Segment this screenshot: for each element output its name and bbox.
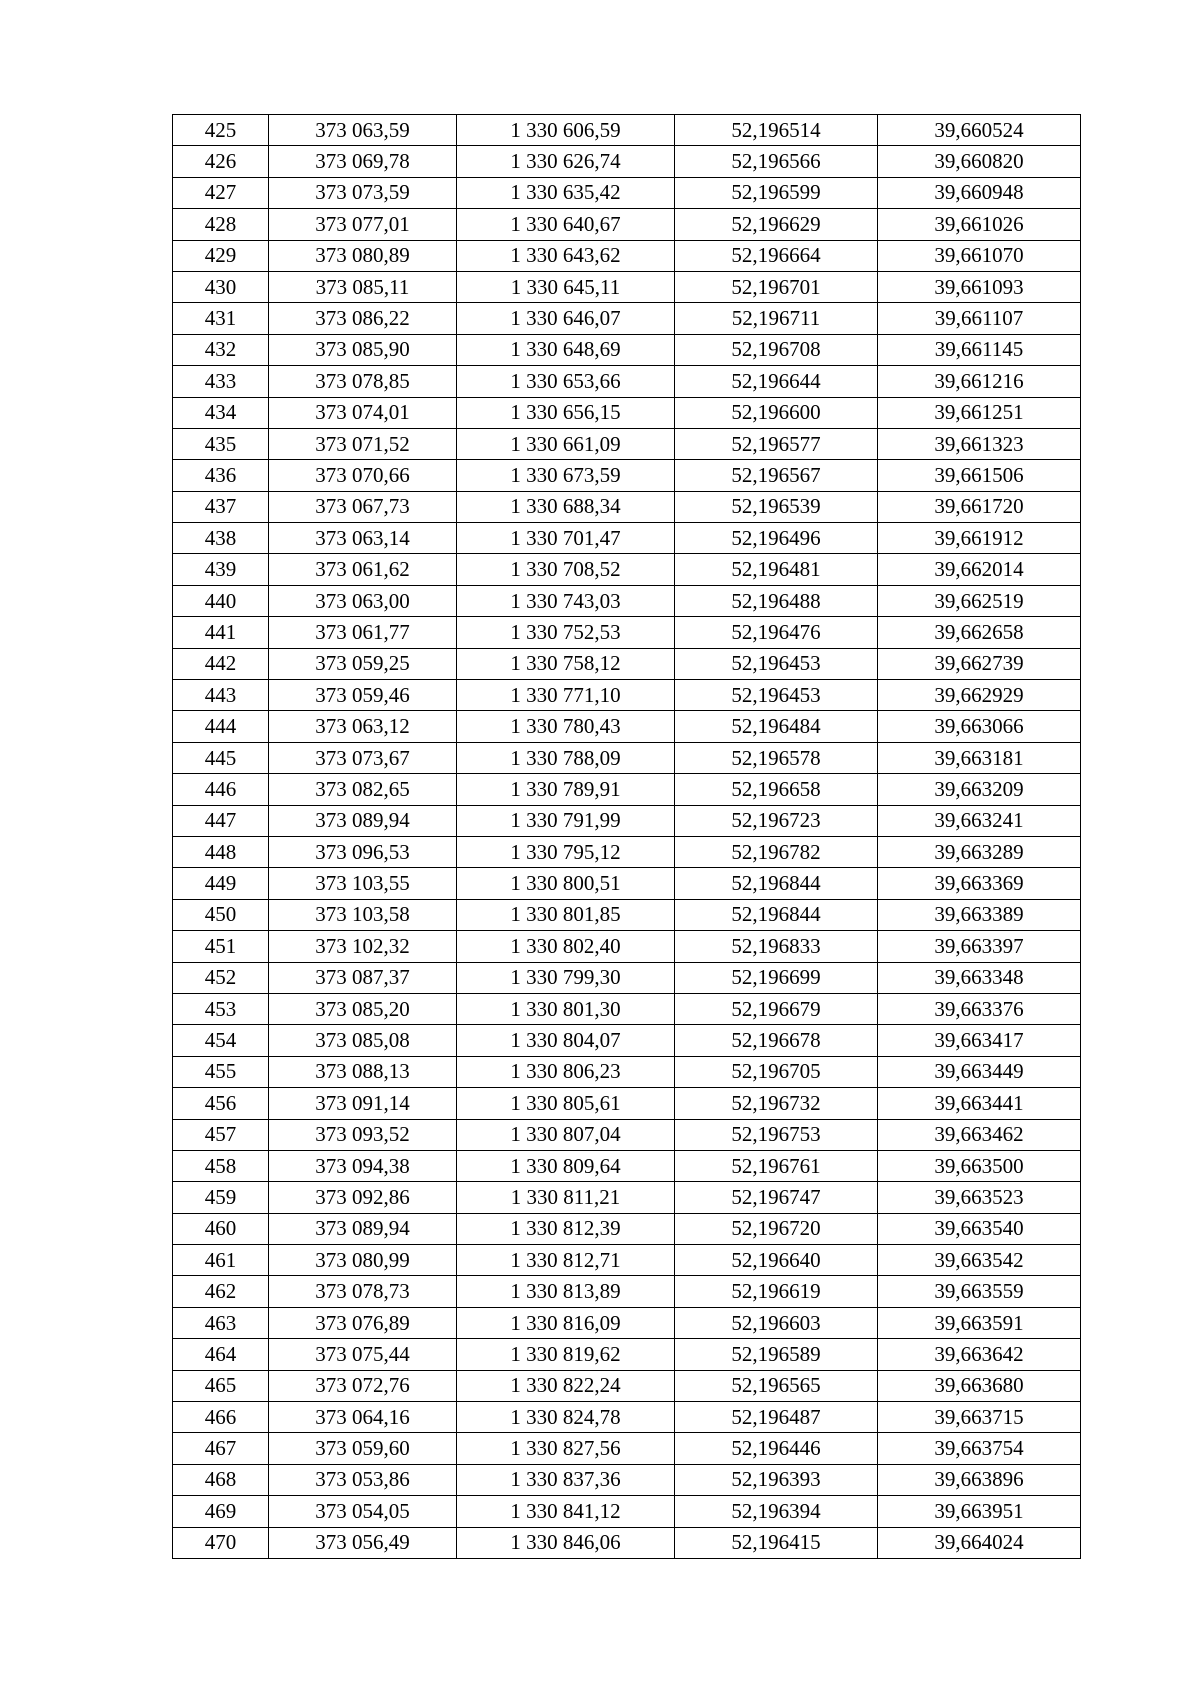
x-coordinate-cell: 373 072,76 — [269, 1370, 457, 1401]
point-number-cell: 431 — [173, 303, 269, 334]
point-number-cell: 428 — [173, 209, 269, 240]
x-coordinate-cell: 373 054,05 — [269, 1496, 457, 1527]
point-number-cell: 468 — [173, 1464, 269, 1495]
table-row — [173, 742, 1081, 773]
longitude-cell: 39,663449 — [878, 1056, 1081, 1087]
table-row — [173, 334, 1081, 365]
point-number-cell: 441 — [173, 617, 269, 648]
table-row — [173, 1402, 1081, 1433]
longitude-cell: 39,662658 — [878, 617, 1081, 648]
y-coordinate-cell: 1 330 804,07 — [457, 1025, 675, 1056]
longitude-cell: 39,663348 — [878, 962, 1081, 993]
x-coordinate-cell: 373 094,38 — [269, 1150, 457, 1181]
longitude-cell: 39,661107 — [878, 303, 1081, 334]
x-coordinate-cell: 373 061,62 — [269, 554, 457, 585]
y-coordinate-cell: 1 330 812,39 — [457, 1213, 675, 1244]
table-row — [173, 962, 1081, 993]
longitude-cell: 39,663540 — [878, 1213, 1081, 1244]
coordinates-table — [172, 114, 1081, 1559]
longitude-cell: 39,662519 — [878, 585, 1081, 616]
point-number-cell: 438 — [173, 523, 269, 554]
point-number-cell: 469 — [173, 1496, 269, 1527]
latitude-cell: 52,196415 — [675, 1527, 878, 1558]
table-row — [173, 1276, 1081, 1307]
x-coordinate-cell: 373 089,94 — [269, 1213, 457, 1244]
table-row — [173, 1370, 1081, 1401]
table-row — [173, 680, 1081, 711]
longitude-cell: 39,663417 — [878, 1025, 1081, 1056]
longitude-cell: 39,663397 — [878, 931, 1081, 962]
latitude-cell: 52,196566 — [675, 146, 878, 177]
longitude-cell: 39,663754 — [878, 1433, 1081, 1464]
x-coordinate-cell: 373 063,14 — [269, 523, 457, 554]
point-number-cell: 465 — [173, 1370, 269, 1401]
point-number-cell: 443 — [173, 680, 269, 711]
table-row — [173, 115, 1081, 146]
table-row — [173, 1182, 1081, 1213]
x-coordinate-cell: 373 059,46 — [269, 680, 457, 711]
x-coordinate-cell: 373 082,65 — [269, 774, 457, 805]
x-coordinate-cell: 373 080,89 — [269, 240, 457, 271]
longitude-cell: 39,661093 — [878, 271, 1081, 302]
latitude-cell: 52,196487 — [675, 1402, 878, 1433]
x-coordinate-cell: 373 059,60 — [269, 1433, 457, 1464]
point-number-cell: 466 — [173, 1402, 269, 1433]
longitude-cell: 39,660524 — [878, 115, 1081, 146]
table-row — [173, 1245, 1081, 1276]
point-number-cell: 434 — [173, 397, 269, 428]
y-coordinate-cell: 1 330 806,23 — [457, 1056, 675, 1087]
y-coordinate-cell: 1 330 799,30 — [457, 962, 675, 993]
point-number-cell: 458 — [173, 1150, 269, 1181]
table-row — [173, 209, 1081, 240]
point-number-cell: 464 — [173, 1339, 269, 1370]
y-coordinate-cell: 1 330 688,34 — [457, 491, 675, 522]
y-coordinate-cell: 1 330 807,04 — [457, 1119, 675, 1150]
point-number-cell: 462 — [173, 1276, 269, 1307]
x-coordinate-cell: 373 053,86 — [269, 1464, 457, 1495]
longitude-cell: 39,663066 — [878, 711, 1081, 742]
latitude-cell: 52,196723 — [675, 805, 878, 836]
x-coordinate-cell: 373 096,53 — [269, 836, 457, 867]
y-coordinate-cell: 1 330 758,12 — [457, 648, 675, 679]
table-row — [173, 397, 1081, 428]
longitude-cell: 39,663896 — [878, 1464, 1081, 1495]
y-coordinate-cell: 1 330 827,56 — [457, 1433, 675, 1464]
y-coordinate-cell: 1 330 701,47 — [457, 523, 675, 554]
latitude-cell: 52,196658 — [675, 774, 878, 805]
x-coordinate-cell: 373 069,78 — [269, 146, 457, 177]
table-row — [173, 303, 1081, 334]
point-number-cell: 435 — [173, 428, 269, 459]
longitude-cell: 39,663500 — [878, 1150, 1081, 1181]
x-coordinate-cell: 373 086,22 — [269, 303, 457, 334]
longitude-cell: 39,663680 — [878, 1370, 1081, 1401]
table-row — [173, 993, 1081, 1024]
point-number-cell: 439 — [173, 554, 269, 585]
point-number-cell: 442 — [173, 648, 269, 679]
y-coordinate-cell: 1 330 780,43 — [457, 711, 675, 742]
point-number-cell: 451 — [173, 931, 269, 962]
x-coordinate-cell: 373 103,58 — [269, 899, 457, 930]
longitude-cell: 39,664024 — [878, 1527, 1081, 1558]
longitude-cell: 39,661251 — [878, 397, 1081, 428]
latitude-cell: 52,196705 — [675, 1056, 878, 1087]
longitude-cell: 39,663542 — [878, 1245, 1081, 1276]
latitude-cell: 52,196488 — [675, 585, 878, 616]
latitude-cell: 52,196481 — [675, 554, 878, 585]
latitude-cell: 52,196565 — [675, 1370, 878, 1401]
table-row — [173, 366, 1081, 397]
latitude-cell: 52,196539 — [675, 491, 878, 522]
longitude-cell: 39,663289 — [878, 836, 1081, 867]
y-coordinate-cell: 1 330 648,69 — [457, 334, 675, 365]
latitude-cell: 52,196599 — [675, 177, 878, 208]
latitude-cell: 52,196514 — [675, 115, 878, 146]
y-coordinate-cell: 1 330 752,53 — [457, 617, 675, 648]
y-coordinate-cell: 1 330 788,09 — [457, 742, 675, 773]
point-number-cell: 425 — [173, 115, 269, 146]
y-coordinate-cell: 1 330 811,21 — [457, 1182, 675, 1213]
table-row — [173, 460, 1081, 491]
x-coordinate-cell: 373 073,67 — [269, 742, 457, 773]
y-coordinate-cell: 1 330 809,64 — [457, 1150, 675, 1181]
x-coordinate-cell: 373 085,90 — [269, 334, 457, 365]
latitude-cell: 52,196629 — [675, 209, 878, 240]
x-coordinate-cell: 373 067,73 — [269, 491, 457, 522]
latitude-cell: 52,196484 — [675, 711, 878, 742]
point-number-cell: 445 — [173, 742, 269, 773]
point-number-cell: 436 — [173, 460, 269, 491]
x-coordinate-cell: 373 063,12 — [269, 711, 457, 742]
longitude-cell: 39,663181 — [878, 742, 1081, 773]
y-coordinate-cell: 1 330 841,12 — [457, 1496, 675, 1527]
point-number-cell: 457 — [173, 1119, 269, 1150]
longitude-cell: 39,661720 — [878, 491, 1081, 522]
y-coordinate-cell: 1 330 708,52 — [457, 554, 675, 585]
latitude-cell: 52,196701 — [675, 271, 878, 302]
x-coordinate-cell: 373 064,16 — [269, 1402, 457, 1433]
y-coordinate-cell: 1 330 640,67 — [457, 209, 675, 240]
y-coordinate-cell: 1 330 812,71 — [457, 1245, 675, 1276]
table-row — [173, 868, 1081, 899]
latitude-cell: 52,196708 — [675, 334, 878, 365]
y-coordinate-cell: 1 330 846,06 — [457, 1527, 675, 1558]
latitude-cell: 52,196678 — [675, 1025, 878, 1056]
longitude-cell: 39,663591 — [878, 1307, 1081, 1338]
table-row — [173, 585, 1081, 616]
table-row — [173, 836, 1081, 867]
point-number-cell: 467 — [173, 1433, 269, 1464]
x-coordinate-cell: 373 078,73 — [269, 1276, 457, 1307]
y-coordinate-cell: 1 330 819,62 — [457, 1339, 675, 1370]
latitude-cell: 52,196567 — [675, 460, 878, 491]
longitude-cell: 39,661216 — [878, 366, 1081, 397]
longitude-cell: 39,663441 — [878, 1088, 1081, 1119]
y-coordinate-cell: 1 330 801,30 — [457, 993, 675, 1024]
table-row — [173, 1088, 1081, 1119]
latitude-cell: 52,196619 — [675, 1276, 878, 1307]
table-row — [173, 899, 1081, 930]
longitude-cell: 39,661912 — [878, 523, 1081, 554]
point-number-cell: 454 — [173, 1025, 269, 1056]
latitude-cell: 52,196453 — [675, 648, 878, 679]
point-number-cell: 432 — [173, 334, 269, 365]
latitude-cell: 52,196679 — [675, 993, 878, 1024]
table-row — [173, 177, 1081, 208]
x-coordinate-cell: 373 070,66 — [269, 460, 457, 491]
y-coordinate-cell: 1 330 626,74 — [457, 146, 675, 177]
table-row — [173, 1527, 1081, 1558]
point-number-cell: 456 — [173, 1088, 269, 1119]
table-row — [173, 1307, 1081, 1338]
x-coordinate-cell: 373 089,94 — [269, 805, 457, 836]
latitude-cell: 52,196453 — [675, 680, 878, 711]
x-coordinate-cell: 373 077,01 — [269, 209, 457, 240]
x-coordinate-cell: 373 087,37 — [269, 962, 457, 993]
point-number-cell: 450 — [173, 899, 269, 930]
table-row — [173, 711, 1081, 742]
longitude-cell: 39,663715 — [878, 1402, 1081, 1433]
x-coordinate-cell: 373 092,86 — [269, 1182, 457, 1213]
y-coordinate-cell: 1 330 805,61 — [457, 1088, 675, 1119]
table-row — [173, 774, 1081, 805]
latitude-cell: 52,196747 — [675, 1182, 878, 1213]
x-coordinate-cell: 373 071,52 — [269, 428, 457, 459]
table-row — [173, 1496, 1081, 1527]
table-row — [173, 271, 1081, 302]
longitude-cell: 39,663951 — [878, 1496, 1081, 1527]
y-coordinate-cell: 1 330 802,40 — [457, 931, 675, 962]
y-coordinate-cell: 1 330 822,24 — [457, 1370, 675, 1401]
point-number-cell: 446 — [173, 774, 269, 805]
point-number-cell: 437 — [173, 491, 269, 522]
latitude-cell: 52,196644 — [675, 366, 878, 397]
x-coordinate-cell: 373 061,77 — [269, 617, 457, 648]
x-coordinate-cell: 373 074,01 — [269, 397, 457, 428]
table-row — [173, 1339, 1081, 1370]
table-row — [173, 1025, 1081, 1056]
longitude-cell: 39,660948 — [878, 177, 1081, 208]
longitude-cell: 39,662929 — [878, 680, 1081, 711]
longitude-cell: 39,661070 — [878, 240, 1081, 271]
y-coordinate-cell: 1 330 673,59 — [457, 460, 675, 491]
x-coordinate-cell: 373 073,59 — [269, 177, 457, 208]
x-coordinate-cell: 373 085,20 — [269, 993, 457, 1024]
y-coordinate-cell: 1 330 646,07 — [457, 303, 675, 334]
y-coordinate-cell: 1 330 795,12 — [457, 836, 675, 867]
y-coordinate-cell: 1 330 606,59 — [457, 115, 675, 146]
longitude-cell: 39,661026 — [878, 209, 1081, 240]
longitude-cell: 39,663523 — [878, 1182, 1081, 1213]
table-row — [173, 428, 1081, 459]
latitude-cell: 52,196844 — [675, 868, 878, 899]
x-coordinate-cell: 373 075,44 — [269, 1339, 457, 1370]
latitude-cell: 52,196578 — [675, 742, 878, 773]
longitude-cell: 39,662014 — [878, 554, 1081, 585]
table-row — [173, 554, 1081, 585]
x-coordinate-cell: 373 091,14 — [269, 1088, 457, 1119]
y-coordinate-cell: 1 330 653,66 — [457, 366, 675, 397]
x-coordinate-cell: 373 063,00 — [269, 585, 457, 616]
point-number-cell: 470 — [173, 1527, 269, 1558]
table-row — [173, 1464, 1081, 1495]
point-number-cell: 453 — [173, 993, 269, 1024]
x-coordinate-cell: 373 085,11 — [269, 271, 457, 302]
latitude-cell: 52,196782 — [675, 836, 878, 867]
longitude-cell: 39,662739 — [878, 648, 1081, 679]
x-coordinate-cell: 373 063,59 — [269, 115, 457, 146]
longitude-cell: 39,663209 — [878, 774, 1081, 805]
point-number-cell: 448 — [173, 836, 269, 867]
point-number-cell: 447 — [173, 805, 269, 836]
point-number-cell: 463 — [173, 1307, 269, 1338]
latitude-cell: 52,196577 — [675, 428, 878, 459]
longitude-cell: 39,663642 — [878, 1339, 1081, 1370]
latitude-cell: 52,196393 — [675, 1464, 878, 1495]
latitude-cell: 52,196640 — [675, 1245, 878, 1276]
x-coordinate-cell: 373 059,25 — [269, 648, 457, 679]
point-number-cell: 427 — [173, 177, 269, 208]
point-number-cell: 433 — [173, 366, 269, 397]
x-coordinate-cell: 373 080,99 — [269, 1245, 457, 1276]
table-row — [173, 805, 1081, 836]
latitude-cell: 52,196732 — [675, 1088, 878, 1119]
y-coordinate-cell: 1 330 643,62 — [457, 240, 675, 271]
x-coordinate-cell: 373 085,08 — [269, 1025, 457, 1056]
point-number-cell: 440 — [173, 585, 269, 616]
x-coordinate-cell: 373 103,55 — [269, 868, 457, 899]
longitude-cell: 39,661506 — [878, 460, 1081, 491]
point-number-cell: 460 — [173, 1213, 269, 1244]
point-number-cell: 426 — [173, 146, 269, 177]
longitude-cell: 39,663389 — [878, 899, 1081, 930]
longitude-cell: 39,661323 — [878, 428, 1081, 459]
table-row — [173, 617, 1081, 648]
y-coordinate-cell: 1 330 661,09 — [457, 428, 675, 459]
table-row — [173, 1150, 1081, 1181]
latitude-cell: 52,196394 — [675, 1496, 878, 1527]
latitude-cell: 52,196753 — [675, 1119, 878, 1150]
point-number-cell: 459 — [173, 1182, 269, 1213]
table-row — [173, 491, 1081, 522]
coordinates-table-body — [173, 115, 1081, 1559]
y-coordinate-cell: 1 330 791,99 — [457, 805, 675, 836]
latitude-cell: 52,196699 — [675, 962, 878, 993]
y-coordinate-cell: 1 330 743,03 — [457, 585, 675, 616]
point-number-cell: 449 — [173, 868, 269, 899]
x-coordinate-cell: 373 093,52 — [269, 1119, 457, 1150]
latitude-cell: 52,196761 — [675, 1150, 878, 1181]
y-coordinate-cell: 1 330 801,85 — [457, 899, 675, 930]
longitude-cell: 39,661145 — [878, 334, 1081, 365]
x-coordinate-cell: 373 078,85 — [269, 366, 457, 397]
point-number-cell: 444 — [173, 711, 269, 742]
y-coordinate-cell: 1 330 789,91 — [457, 774, 675, 805]
point-number-cell: 452 — [173, 962, 269, 993]
latitude-cell: 52,196603 — [675, 1307, 878, 1338]
longitude-cell: 39,663462 — [878, 1119, 1081, 1150]
latitude-cell: 52,196476 — [675, 617, 878, 648]
table-row — [173, 648, 1081, 679]
latitude-cell: 52,196664 — [675, 240, 878, 271]
y-coordinate-cell: 1 330 837,36 — [457, 1464, 675, 1495]
y-coordinate-cell: 1 330 824,78 — [457, 1402, 675, 1433]
latitude-cell: 52,196589 — [675, 1339, 878, 1370]
point-number-cell: 461 — [173, 1245, 269, 1276]
latitude-cell: 52,196844 — [675, 899, 878, 930]
table-row — [173, 146, 1081, 177]
latitude-cell: 52,196496 — [675, 523, 878, 554]
latitude-cell: 52,196833 — [675, 931, 878, 962]
table-row — [173, 1119, 1081, 1150]
longitude-cell: 39,663376 — [878, 993, 1081, 1024]
table-row — [173, 1213, 1081, 1244]
y-coordinate-cell: 1 330 813,89 — [457, 1276, 675, 1307]
longitude-cell: 39,663241 — [878, 805, 1081, 836]
x-coordinate-cell: 373 088,13 — [269, 1056, 457, 1087]
x-coordinate-cell: 373 102,32 — [269, 931, 457, 962]
latitude-cell: 52,196720 — [675, 1213, 878, 1244]
point-number-cell: 455 — [173, 1056, 269, 1087]
table-row — [173, 1433, 1081, 1464]
table-row — [173, 240, 1081, 271]
longitude-cell: 39,660820 — [878, 146, 1081, 177]
x-coordinate-cell: 373 056,49 — [269, 1527, 457, 1558]
latitude-cell: 52,196446 — [675, 1433, 878, 1464]
y-coordinate-cell: 1 330 771,10 — [457, 680, 675, 711]
y-coordinate-cell: 1 330 800,51 — [457, 868, 675, 899]
y-coordinate-cell: 1 330 645,11 — [457, 271, 675, 302]
longitude-cell: 39,663559 — [878, 1276, 1081, 1307]
table-row — [173, 1056, 1081, 1087]
point-number-cell: 430 — [173, 271, 269, 302]
y-coordinate-cell: 1 330 656,15 — [457, 397, 675, 428]
latitude-cell: 52,196711 — [675, 303, 878, 334]
point-number-cell: 429 — [173, 240, 269, 271]
table-row — [173, 931, 1081, 962]
latitude-cell: 52,196600 — [675, 397, 878, 428]
y-coordinate-cell: 1 330 635,42 — [457, 177, 675, 208]
longitude-cell: 39,663369 — [878, 868, 1081, 899]
y-coordinate-cell: 1 330 816,09 — [457, 1307, 675, 1338]
x-coordinate-cell: 373 076,89 — [269, 1307, 457, 1338]
table-row — [173, 523, 1081, 554]
